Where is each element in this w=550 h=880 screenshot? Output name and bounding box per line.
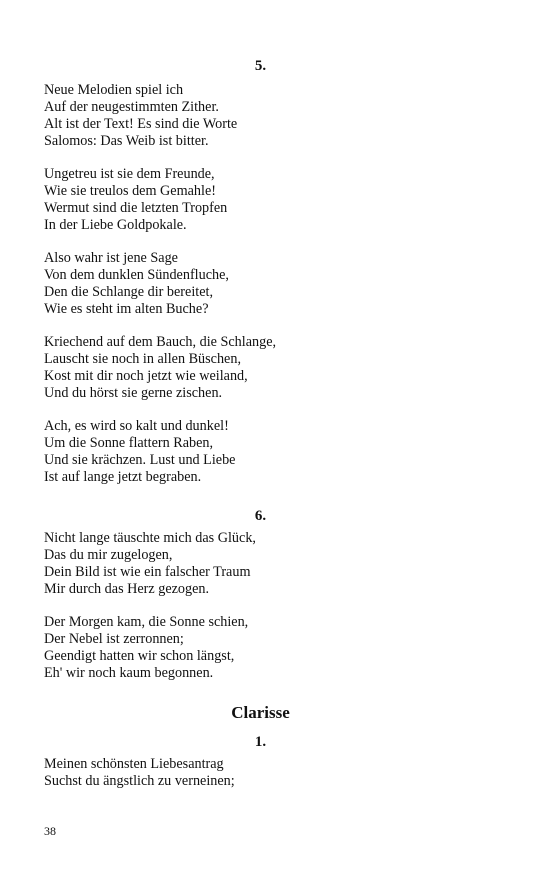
stanza [44,530,514,598]
verse-line: Lauscht sie noch in allen Büschen, [44,351,241,367]
poem-number: 6. [254,508,267,524]
verse-line: Von dem dunklen Sündenfluche, [44,267,229,283]
verse-line: Auf der neugestimmten Zither. [44,99,219,115]
verse-line: Salomos: Das Weib ist bitter. [44,133,209,149]
verse-line: Ungetreu ist sie dem Freunde, [44,166,215,182]
stanza [44,334,514,402]
stanza [44,250,514,318]
verse-line: Eh' wir noch kaum begonnen. [44,665,214,681]
verse-line: Und sie krächzen. Lust und Liebe [44,452,236,468]
verse-line: Der Nebel ist zerronnen; [44,631,184,647]
verse-line: Um die Sonne flattern Raben, [44,435,214,451]
verse-line: Kost mit dir noch jetzt wie weiland, [44,368,248,384]
stanza [44,614,514,682]
poem-title: Clarisse [231,703,290,722]
verse-line: Der Morgen kam, die Sonne schien, [44,614,249,630]
page-content [44,56,514,790]
verse-line: Suchst du ängstlich zu verneinen; [44,773,235,789]
verse-line: Neue Melodien spiel ich [44,82,184,98]
verse-line: Wermut sind die letzten Tropfen [44,200,228,216]
verse-line: Dein Bild ist wie ein falscher Traum [44,564,251,580]
verse-line: Ach, es wird so kalt und dunkel! [44,418,229,434]
verse-line: Also wahr ist jene Sage [44,250,178,266]
poem-number: 1. [254,734,267,750]
verse-line: Kriechend auf dem Bauch, die Schlange, [44,334,277,350]
verse-line: Meinen schönsten Liebesantrag [44,756,224,772]
poem-number: 5. [254,58,267,74]
verse-line: Ist auf lange jetzt begraben. [44,469,202,485]
verse-line: Das du mir zugelogen, [44,547,173,563]
page-number: 38 [44,824,56,838]
verse-line: Alt ist der Text! Es sind die Worte [44,116,238,132]
verse-line: In der Liebe Goldpokale. [44,217,187,233]
verse-line: Mir durch das Herz gezogen. [44,581,210,597]
stanza [44,166,514,234]
verse-line: Geendigt hatten wir schon längst, [44,648,235,664]
stanza [44,756,514,790]
verse-line: Nicht lange täuschte mich das Glück, [44,530,256,546]
verse-line: Wie es steht im alten Buche? [44,301,209,317]
verse-line: Und du hörst sie gerne zischen. [44,385,223,401]
verse-line: Den die Schlange dir bereitet, [44,284,214,300]
stanza [44,82,514,150]
verse-line: Wie sie treulos dem Gemahle! [44,183,216,199]
stanza [44,418,514,486]
